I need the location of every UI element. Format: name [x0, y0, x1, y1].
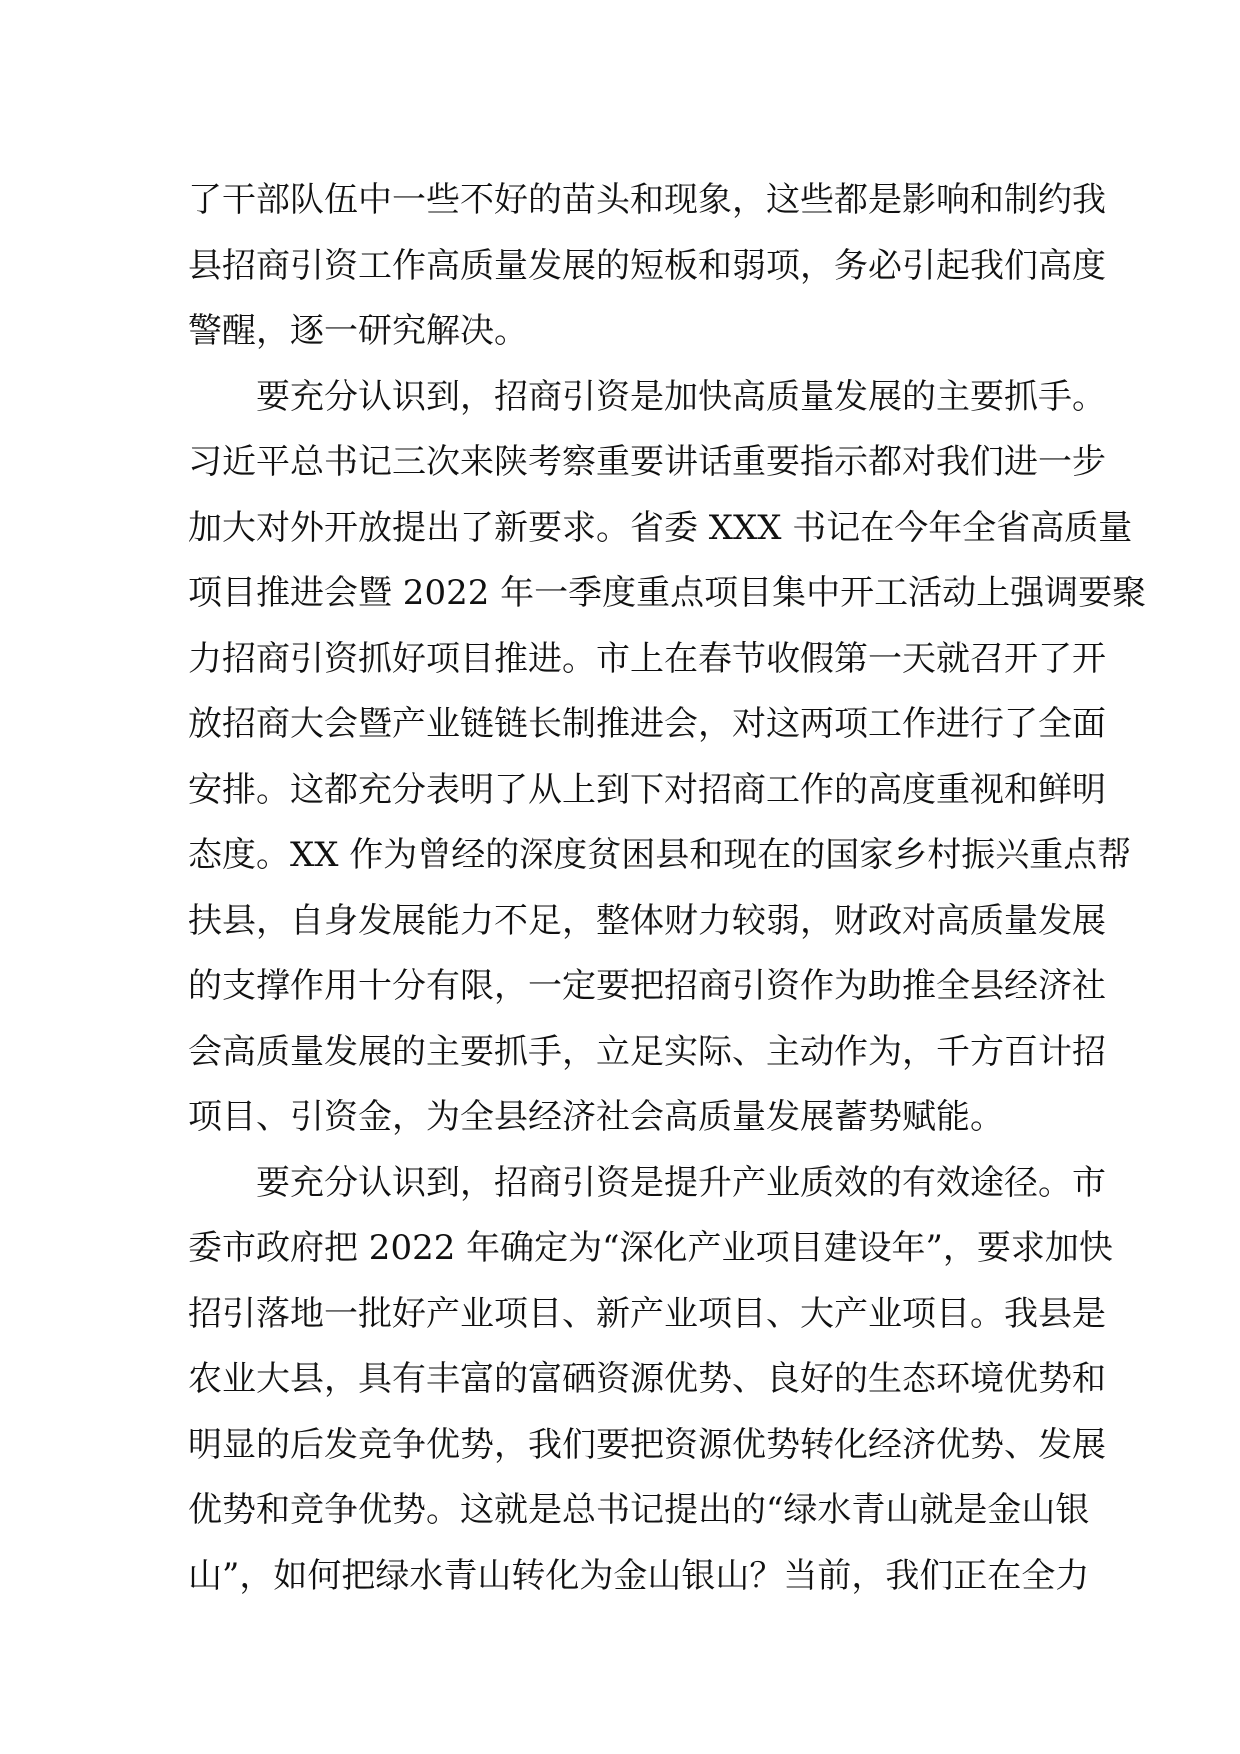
- text-line-18: 招引落地一批好产业项目、新产业项目、大产业项目。我县是: [188, 1293, 1106, 1334]
- text-line-10: 安排。这都充分表明了从上到下对招商工作的高度重视和鲜明: [188, 769, 1106, 810]
- text-line-20: 明显的后发竞争优势，我们要把资源优势转化经济优势、发展: [188, 1424, 1106, 1465]
- text-line-15: 项目、引资金，为全县经济社会高质量发展蓄势赋能。: [188, 1097, 1004, 1137]
- text-line-1: 了干部队伍中一些不好的苗头和现象，这些都是影响和制约我: [188, 180, 1106, 220]
- text-line-7: 项目推进会暨 2022 年一季度重点项目集中开工活动上强调要聚: [188, 573, 1147, 613]
- text-line-14: 会高质量发展的主要抓手，立足实际、主动作为，千方百计招: [188, 1031, 1106, 1072]
- text-line-4: 要充分认识到，招商引资是加快高质量发展的主要抓手。: [188, 376, 1106, 417]
- text-line-2: 县招商引资工作高质量发展的短板和弱项，务必引起我们高度: [188, 245, 1106, 286]
- text-line-17: 委市政府把 2022 年确定为“深化产业项目建设年”，要求加快: [188, 1228, 1113, 1268]
- text-line-13: 的支撑作用十分有限，一定要把招商引资作为助推全县经济社: [188, 966, 1106, 1006]
- text-line-12: 扶县，自身发展能力不足，整体财力较弱，财政对高质量发展: [188, 900, 1106, 941]
- text-line-16: 要充分认识到，招商引资是提升产业质效的有效途径。市: [188, 1162, 1106, 1203]
- text-line-3: 警醒，逐一研究解决。: [188, 311, 528, 351]
- text-line-19: 农业大县，具有丰富的富硒资源优势、良好的生态环境优势和: [188, 1359, 1106, 1399]
- text-line-6: 加大对外开放提出了新要求。省委 XXX 书记在今年全省高质量: [188, 507, 1133, 548]
- text-line-8: 力招商引资抓好项目推进。市上在春节收假第一天就召开了开: [188, 638, 1106, 679]
- text-line-9: 放招商大会暨产业链链长制推进会，对这两项工作进行了全面: [188, 704, 1106, 744]
- text-line-5: 习近平总书记三次来陕考察重要讲话重要指示都对我们进一步: [188, 442, 1106, 482]
- text-line-11: 态度。XX 作为曾经的深度贫困县和现在的国家乡村振兴重点帮: [188, 835, 1132, 875]
- body-text: [188, 168, 1147, 1609]
- text-line-22: 山”，如何把绿水青山转化为金山银山？当前，我们正在全力: [188, 1555, 1090, 1596]
- text-line-21: 优势和竞争优势。这就是总书记提出的“绿水青山就是金山银: [188, 1490, 1090, 1530]
